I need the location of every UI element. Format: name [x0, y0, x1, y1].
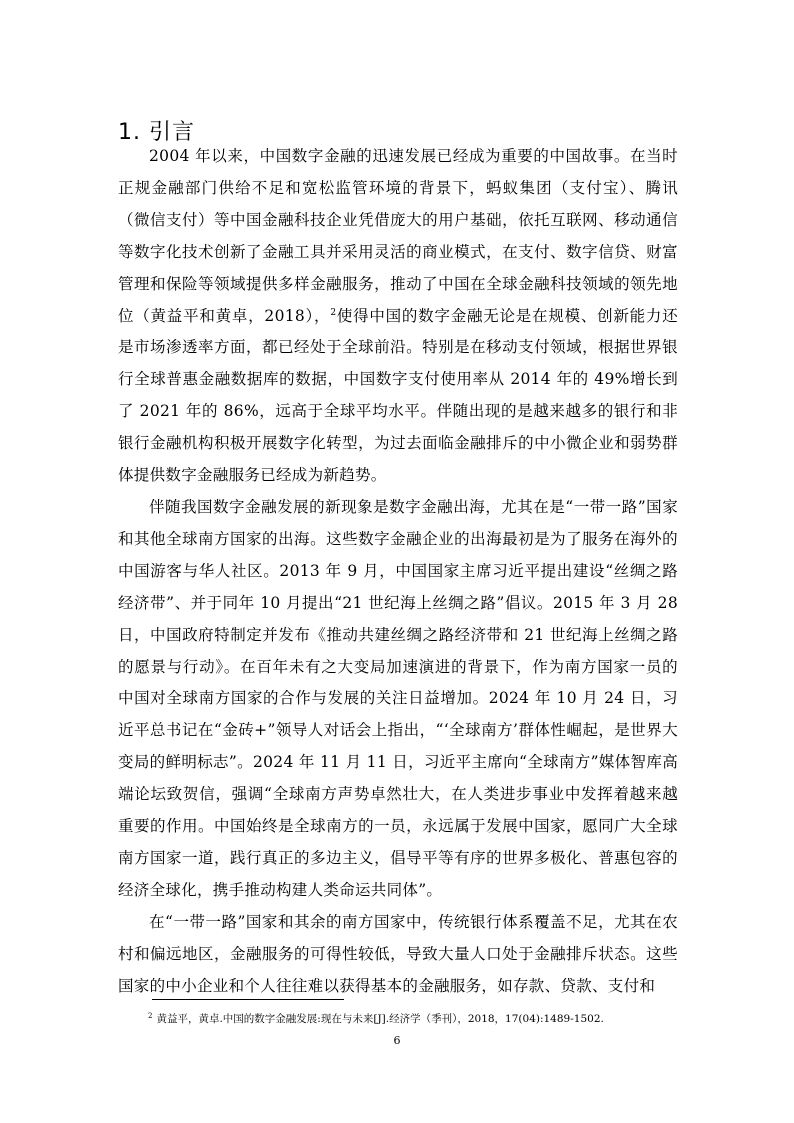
body-text — [118, 141, 678, 1002]
section-heading: 1. 引言 — [118, 119, 195, 145]
paragraph-3: 在“一带一路”国家和其余的南方国家中，传统银行体系覆盖不足，尤其在农村和偏远地区，金融服务的可得性较低，导致大量人口处于金融排斥状态。这些国家的中小企业和个人往往难以获得基本的金融服务，如存款、贷款、支付和 — [118, 912, 678, 995]
paragraph-1-text-start: 2004 年以来，中国数字金融的迅速发展已经成为重要的中国故事。在当时正规金融部门供给不足和宽松监管环境的背景下，蚂蚁集团（支付宝）、腾讯（微信支付）等中国金融科技企业凭借庞大的用户基础，依托互联网、移动通信等数字化技术创新了金融工具并采用灵活的商业模式，在支付、数字信贷、财富管理和保险等领域提供多样金融服务，推动了中国在全球金融科技领域的领先地位（黄益平和黄卓，2018）， — [118, 147, 678, 325]
page-number: 6 — [393, 1034, 401, 1047]
footnote-marker: 2 — [148, 1011, 153, 1020]
footnote-text: 黄益平，黄卓.中国的数字金融发展:现在与未来[J].经济学（季刊），2018，17(04):1489-1502. — [156, 1013, 604, 1025]
footnote — [148, 1012, 688, 1026]
paragraph-1 — [118, 141, 678, 492]
footnote-reference-marker[interactable]: 2 — [330, 307, 337, 318]
footnote-separator — [152, 999, 344, 1000]
paragraph-1-text-end: 使得中国的数字金融无论是在规模、创新能力还是市场渗透率方面，都已经处于全球前沿。特别是在移动支付领域，根据世界银行全球普惠金融数据库的数据，中国数字支付使用率从 2014 年的 49%增长到了 2021 年的 86%，远高于全球平均水平。伴随出现的是越来越多的银行和非银行金融机构积极开展数字化转型，为过去面临金融排斥的中小微企业和弱势群体提供数字金融服务已经成为新趋势。 — [118, 306, 678, 485]
paragraph-2: 伴随我国数字金融发展的新现象是数字金融出海，尤其在是“一带一路”国家和其他全球南方国家的出海。这些数字金融企业的出海最初是为了服务在海外的中国游客与华人社区。2013 年 9 月，中国国家主席习近平提出建设“丝绸之路经济带”、并于同年 10 月提出“21 世纪海上丝绸之路”倡议。2015 年 3 月 28 日，中国政府特制定并发布《推动共建丝绸之路经济带和 21 世纪海上丝绸之路的愿景与行动》。在百年未有之大变局加速演进的背景下，作为南方国家一员的中国对全球南方国家的合作与发展的关注日益增加。2024 年 10 月 24 日，习近平总书记在“金砖+”领导人对话会上指出，“‘全球南方’群体性崛起，是世界大变局的鲜明标志”。2024 年 11 月 11 日，习近平主席向“全球南方”媒体智库高端论坛致贺信，强调“全球南方声势卓然壮大，在人类进步事业中发挥着越来越重要的作用。中国始终是全球南方的一员，永远属于发展中国家，愿同广大全球南方国家一道，践行真正的多边主义，倡导平等有序的世界多极化、普惠包容的经济全球化，携手推动构建人类命运共同体”。 — [118, 497, 678, 899]
